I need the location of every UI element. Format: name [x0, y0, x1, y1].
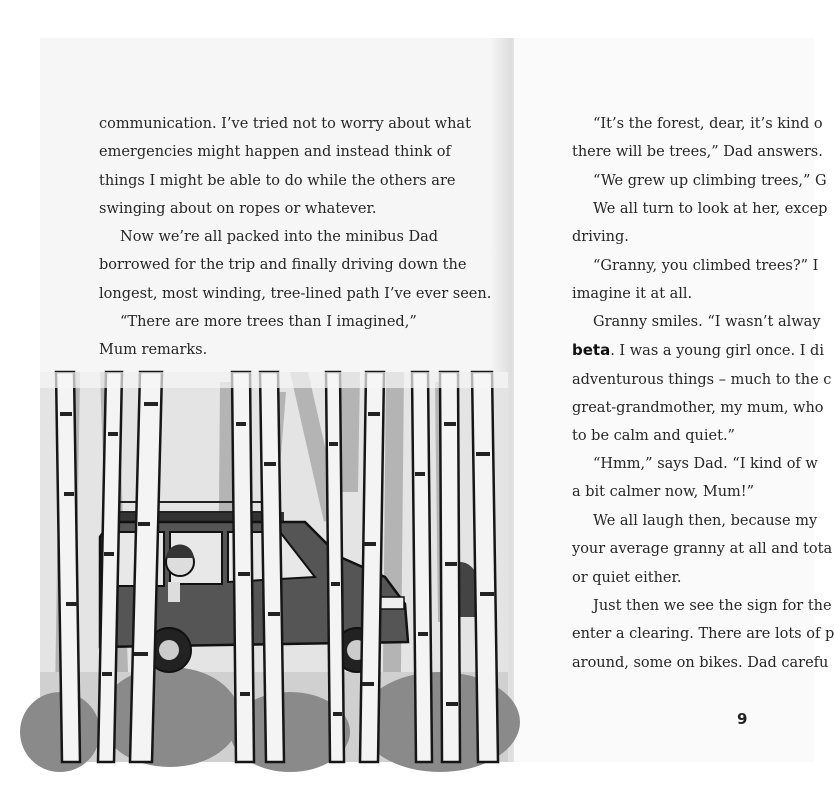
left-paragraph-3	[99, 308, 417, 365]
text-line: or quiet either.	[572, 569, 682, 586]
text-line: “It’s the forest, dear, it’s kind o	[593, 116, 823, 132]
text-line: Just then we see the sign for the	[593, 598, 832, 614]
text-line: Mum remarks.	[99, 342, 208, 359]
text-line: a bit calmer now, Mum!”	[572, 484, 755, 501]
text-line: driving.	[572, 229, 629, 246]
text-line: your average granny at all and tota	[572, 541, 833, 558]
text-line: great-grandmother, my mum, who	[572, 399, 824, 416]
right-paragraph-2	[572, 167, 827, 195]
right-paragraph-7	[572, 507, 832, 592]
text-line: things I might be able to do while the others are	[99, 172, 456, 189]
text-line: swinging about on ropes or whatever.	[99, 200, 377, 217]
text-line: “We grew up climbing trees,” G	[593, 173, 827, 189]
text-line	[572, 336, 831, 365]
text-line: around, some on bikes. Dad carefu	[572, 654, 829, 671]
text-line: to be calm and quiet.”	[572, 428, 735, 445]
left-paragraph-1	[99, 110, 471, 223]
page-number: 9	[737, 710, 748, 728]
right-paragraph-1	[572, 110, 823, 167]
right-paragraph-5	[572, 308, 831, 450]
text-line: We all turn to look at her, excep	[593, 201, 828, 217]
forest-minibus-illustration	[40, 372, 508, 762]
text-line: “Hmm,” says Dad. “I kind of w	[593, 456, 818, 472]
text-line: Granny smiles. “I wasn’t alway	[593, 314, 821, 330]
text-line: there will be trees,” Dad answers.	[572, 144, 823, 161]
right-paragraph-4	[572, 252, 818, 309]
right-paragraph-3	[572, 195, 827, 252]
text-line: longest, most winding, tree-lined path I’ve ever seen.	[99, 285, 492, 302]
text-segment: . I was a young girl once. I di	[610, 343, 824, 360]
text-line: borrowed for the trip and finally driving down the	[99, 257, 467, 274]
left-paragraph-2	[99, 223, 491, 308]
text-line: enter a clearing. There are lots of p	[572, 626, 834, 643]
text-line: We all laugh then, because my	[593, 513, 818, 529]
text-line: “There are more trees than I imagined,”	[120, 314, 417, 330]
text-line: emergencies might happen and instead think of	[99, 144, 451, 161]
right-paragraph-6	[572, 450, 818, 507]
text-line: imagine it at all.	[572, 286, 693, 303]
right-paragraph-8	[572, 592, 834, 677]
text-line: communication. I’ve tried not to worry about what	[99, 116, 471, 132]
beta-word: beta	[572, 341, 611, 360]
text-line: adventurous things – much to the c	[572, 371, 832, 388]
text-line: “Granny, you climbed trees?” I	[593, 258, 819, 274]
text-line: Now we’re all packed into the minibus Dad	[120, 229, 439, 245]
